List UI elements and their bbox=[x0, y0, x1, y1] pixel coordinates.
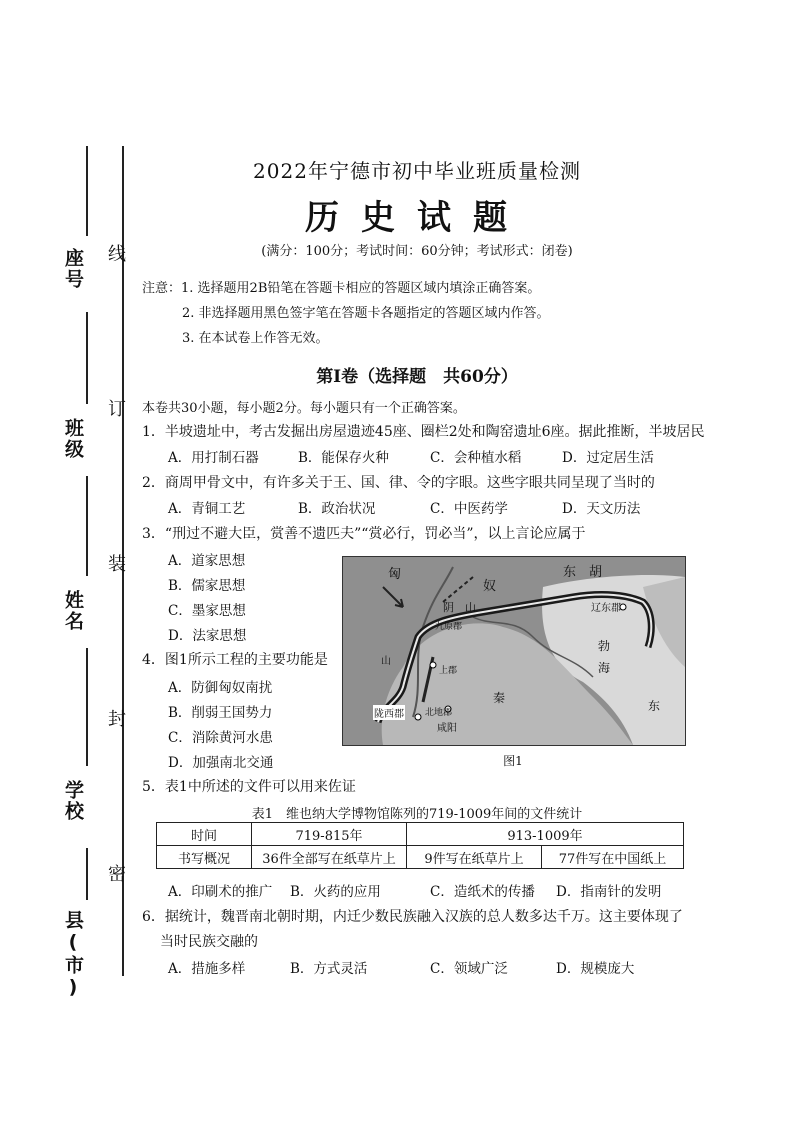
table-cell: 77件写在中国纸上 bbox=[542, 846, 684, 869]
option-b[interactable]: B．能保存火种 bbox=[298, 450, 389, 466]
option-c[interactable]: C．领域广泛 bbox=[430, 961, 508, 977]
notes-prefix: 注意： bbox=[142, 281, 182, 296]
county-blank[interactable] bbox=[86, 848, 88, 900]
option-a[interactable]: A．青铜工艺 bbox=[168, 501, 246, 517]
option-a[interactable]: A．道家思想 bbox=[168, 553, 246, 569]
question-stem-continued: 当时民族交融的 bbox=[160, 934, 258, 950]
section-title: 第Ⅰ卷（选择题 共60分） bbox=[316, 367, 518, 387]
map-label-xiongnu-2: 奴 bbox=[483, 579, 497, 594]
class-label: 班级 bbox=[62, 418, 84, 460]
map-label-xianyang: 咸阳 bbox=[437, 723, 457, 734]
option-row bbox=[168, 880, 661, 900]
name-blank[interactable] bbox=[86, 476, 88, 576]
exam-info: (满分：100分；考试时间：60分钟；考试形式：闭卷) bbox=[261, 244, 573, 259]
seal-char-feng: 封 bbox=[108, 709, 126, 730]
table-caption: 表1 维也纳大学博物馆陈列的719-1009年间的文件统计 bbox=[251, 807, 583, 822]
table-cell: 9件写在纸草片上 bbox=[407, 846, 542, 869]
seal-char-zhuang: 装 bbox=[108, 554, 126, 575]
question-stem: 1．半坡遗址中，考古发掘出房屋遗迹45座、圈栏2处和陶窑遗址6座。据此推断，半坡居民 bbox=[142, 424, 705, 440]
note-item: 1. 选择题用2B铅笔在答题卡相应的答题区域内填涂正确答案。 bbox=[181, 281, 541, 296]
option-row bbox=[168, 497, 640, 517]
exam-title: 2022年宁德市初中毕业班质量检测 bbox=[253, 159, 581, 183]
option-d[interactable]: D．规模庞大 bbox=[556, 961, 635, 977]
option-c[interactable]: C．墨家思想 bbox=[168, 603, 246, 619]
table-cell: 时间 bbox=[157, 823, 252, 846]
option-c[interactable]: C．消除黄河水患 bbox=[168, 730, 273, 746]
map-label-hai: 海 bbox=[598, 661, 611, 675]
seat-number-label: 座号 bbox=[62, 248, 84, 290]
question-stem: 5．表1中所述的文件可以用来佐证 bbox=[142, 779, 356, 795]
map-label-bo: 勃 bbox=[598, 639, 611, 653]
option-b[interactable]: B．政治状况 bbox=[298, 501, 376, 517]
option-a[interactable]: A．用打制石器 bbox=[168, 450, 259, 466]
option-b[interactable]: B．方式灵活 bbox=[290, 961, 368, 977]
map-label-beidi: 北地郡 bbox=[425, 708, 453, 718]
seal-char-mi: 密 bbox=[108, 864, 126, 885]
table-cell: 913-1009年 bbox=[407, 823, 684, 846]
map-label-dong: 东 bbox=[648, 699, 661, 713]
section-intro: 本卷共30小题，每小题2分。每小题只有一个正确答案。 bbox=[142, 401, 466, 416]
class-blank[interactable] bbox=[86, 312, 88, 404]
name-label: 姓名 bbox=[62, 590, 84, 632]
table-row bbox=[157, 823, 684, 846]
table-cell: 719-815年 bbox=[252, 823, 407, 846]
seal-char-xian: 线 bbox=[108, 244, 126, 265]
map-label-jiuyuan: 九原郡 bbox=[435, 622, 463, 632]
option-d[interactable]: D．指南针的发明 bbox=[556, 884, 662, 900]
option-row bbox=[168, 957, 634, 977]
great-wall-map bbox=[342, 556, 686, 746]
seal-char-ding: 订 bbox=[108, 399, 126, 420]
option-a[interactable]: A．印刷术的推广 bbox=[168, 884, 273, 900]
question-stem: 3．“刑过不避大臣，赏善不遗匹夫”“赏必行，罚必当”，以上言论应属于 bbox=[142, 526, 586, 542]
school-label: 学校 bbox=[62, 780, 84, 822]
option-b[interactable]: B．削弱王国势力 bbox=[168, 705, 273, 721]
map-label-longxi: 陇西郡 bbox=[373, 705, 405, 720]
table-row bbox=[157, 846, 684, 869]
option-d[interactable]: D．加强南北交通 bbox=[168, 755, 274, 771]
map-label-qin: 秦 bbox=[493, 691, 506, 705]
note-item: 2. 非选择题用黑色签字笔在答题卡各题指定的答题区域内作答。 bbox=[182, 306, 550, 321]
option-row bbox=[168, 446, 654, 466]
option-a[interactable]: A．防御匈奴南扰 bbox=[168, 680, 273, 696]
question-stem: 2．商周甲骨文中，有许多关于王、国、律、令的字眼。这些字眼共同呈现了当时的 bbox=[142, 475, 655, 491]
option-b[interactable]: B．火药的应用 bbox=[290, 884, 381, 900]
map-label-donghu: 东 胡 bbox=[563, 565, 603, 580]
option-c[interactable]: C．造纸术的传播 bbox=[430, 884, 535, 900]
option-c[interactable]: C．会种植水稻 bbox=[430, 450, 522, 466]
note-item: 3. 在本试卷上作答无效。 bbox=[182, 331, 329, 346]
table-cell: 36件全部写在纸草片上 bbox=[252, 846, 407, 869]
school-blank[interactable] bbox=[86, 648, 88, 766]
map-label-shan: 山 bbox=[381, 656, 391, 667]
option-b[interactable]: B．儒家思想 bbox=[168, 578, 246, 594]
notes-block bbox=[142, 276, 550, 351]
map-label-xiongnu-1: 匈 bbox=[388, 567, 402, 582]
figure-caption: 图1 bbox=[503, 754, 523, 768]
map-label-yinshan: 阴 山 bbox=[443, 601, 476, 614]
county-label: 县(市) bbox=[62, 910, 84, 1000]
question-stem: 6．据统计，魏晋南北朝时期，内迁少数民族融入汉族的总人数多达千万。这主要体现了 bbox=[142, 909, 683, 925]
option-d[interactable]: D．法家思想 bbox=[168, 628, 247, 644]
option-d[interactable]: D．天文历法 bbox=[562, 501, 641, 517]
map-label-shangjun: 上郡 bbox=[439, 666, 458, 676]
question-stem: 4．图1所示工程的主要功能是 bbox=[142, 652, 328, 668]
option-d[interactable]: D．过定居生活 bbox=[562, 450, 654, 466]
subject-title: 历史试题 bbox=[305, 198, 529, 238]
option-a[interactable]: A．措施多样 bbox=[168, 961, 246, 977]
document-stats-table bbox=[156, 822, 684, 869]
map-label-liaodong: 辽东郡 bbox=[591, 603, 621, 614]
table-cell: 书写概况 bbox=[157, 846, 252, 869]
option-c[interactable]: C．中医药学 bbox=[430, 501, 508, 517]
